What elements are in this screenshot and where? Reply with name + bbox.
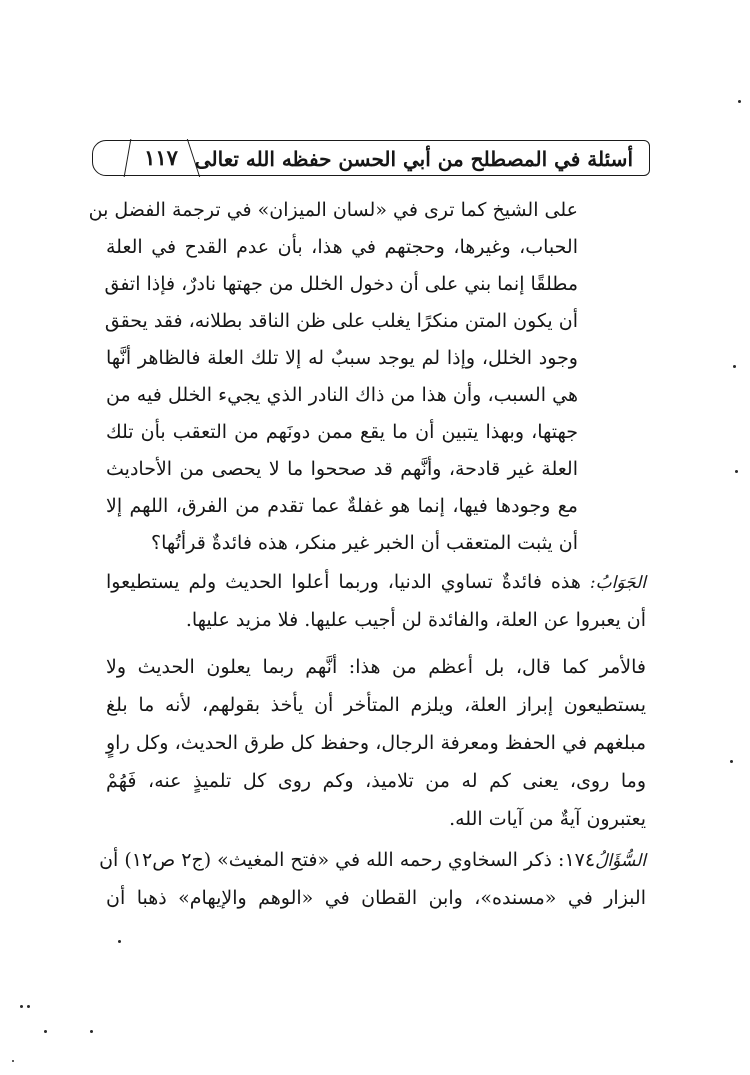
text-line: مع وجودها فيها، إنما هو غفلةٌ عما تقدم من الفرق، اللهم إلا <box>106 495 578 517</box>
scan-speck <box>730 760 733 763</box>
text-line: الحباب، وغيرها، وحجتهم في هذا، بأن عدم القدح في العلة <box>106 236 578 258</box>
text-line: وما روى، يعنى كم له من تلاميذ، وكم روى كل تلميذٍ عنه، فَهُمْ <box>106 770 646 792</box>
text-line: يعتبرون آيةٌ من آيات الله. <box>449 808 646 830</box>
text-line: مبلغهم في الحفظ ومعرفة الرجال، وحفظ كل طرق الحديث، وكل راوٍ <box>106 732 646 754</box>
text-line: هي السبب، وأن هذا من ذاك النادر الذي يجيء الخلل فيه من <box>106 384 578 406</box>
text-line: العلة غير قادحة، وأنَّهم قد صححوا ما لا يحصى من الأحاديث <box>106 458 578 480</box>
answer-text: هذه فائدةٌ تساوي الدنيا، وربما أعلوا الحديث ولم يستطيعوا <box>106 571 581 593</box>
text-line: مطلقًا إنما بني على أن دخول الخلل من جهتها نادرٌ، فإذا اتفق <box>104 273 578 295</box>
answer-line: أن يعبروا عن العلة، والفائدة لن أجيب عليها. فلا مزيد عليها. <box>185 609 646 631</box>
text-line: يستطيعون إبراز العلة، ويلزم المتأخر أن يأخذ بقولهم، لأنه ما بلغ <box>106 694 646 716</box>
scan-speck <box>118 940 121 943</box>
page-number: ١١٧ <box>144 145 178 170</box>
text-line: أن يكون المتن منكرًا يغلب على ظن الناقد بطلانه، فقد يحقق <box>104 310 578 332</box>
scan-speck <box>20 1005 23 1008</box>
text-line: جهتها، وبهذا يتبين أن ما يقع ممن دونَهم من التعقب بأن تلك <box>106 421 578 443</box>
page-header <box>92 140 650 176</box>
header-title: أسئلة في المصطلح من أبي الحسن حفظه الله تعالى <box>194 147 633 171</box>
text-line: وجود الخلل، وإذا لم يوجد سببٌ له إلا تلك العلة فالظاهر أنَّها <box>106 347 578 369</box>
question-line <box>99 845 646 875</box>
scan-speck <box>27 1005 30 1008</box>
scan-speck <box>733 365 736 368</box>
scan-speck <box>738 100 741 103</box>
scan-speck <box>44 1030 47 1033</box>
question-line: البزار في «مسنده»، وابن القطان في «الوهم والإيهام» ذهبا أن <box>106 887 646 909</box>
scan-speck <box>90 1030 93 1033</box>
answer-label: الجَوَابُ: <box>589 573 646 593</box>
text-line: على الشيخ كما ترى في «لسان الميزان» في ترجمة الفضل بن <box>88 199 578 221</box>
text-line: فالأمر كما قال، بل أعظم من هذا: أنَّهم ربما يعلون الحديث ولا <box>106 656 646 678</box>
scan-speck <box>735 470 738 473</box>
scan-speck <box>12 1060 14 1062</box>
answer-line <box>106 567 646 597</box>
question-text: ١٧٤: ذكر السخاوي رحمه الله في «فتح المغيث» (ج٢ ص١٢) أن <box>99 849 596 871</box>
question-label: السُّؤَالُ <box>595 851 646 871</box>
text-line: أن يثبت المتعقب أن الخبر غير منكر، هذه فائدةٌ قرأتُها؟ <box>151 532 578 554</box>
